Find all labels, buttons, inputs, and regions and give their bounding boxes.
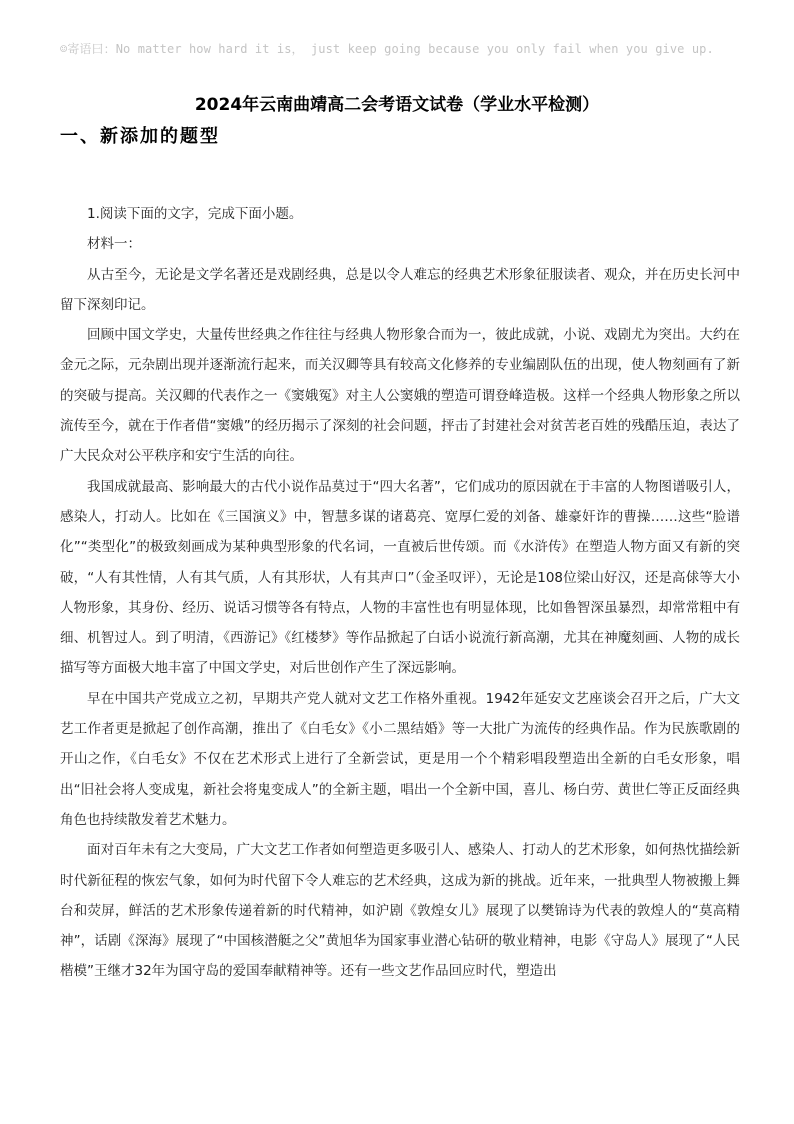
question-content bbox=[60, 199, 740, 987]
question-prompt: 1.阅读下面的文字，完成下面小题。 bbox=[87, 206, 303, 222]
material-label: 材料一： bbox=[87, 236, 141, 253]
passage-paragraph: 面对百年未有之大变局，广大文艺工作者如何塑造更多吸引人、感染人、打动人的艺术形象，如何热忱描绘新时代新征程的恢宏气象，如何为时代留下令人难忘的艺术经典，这成为新的挑战。近年来，一批典型人物被搬上舞台和荧屏，鲜活的艺术形象传递着新的时代精神，如沪剧《敦煌女儿》展现了以樊锦诗为代表的敦煌人的“莫高精神”，话剧《深海》展现了“中国核潜艇之父”黄旭华为国家事业潜心钻研的敬业精神，电影《守岛人》展现了“人民楷模”王继才32年为国守岛的爱国奉献精神等。还有一些文艺作品回应时代，塑造出 bbox=[60, 842, 740, 980]
page-title: 2024年云南曲靖高二会考语文试卷（学业水平检测） bbox=[194, 95, 600, 115]
passage-paragraph: 我国成就最高、影响最大的古代小说作品莫过于“四大名著”，它们成功的原因就在于丰富的人物图谱吸引人，感染人，打动人。比如在《三国演义》中，智慧多谋的诸葛亮、宽厚仁爱的刘备、雄豪奸诈的曹操……这些“脸谱化”“类型化”的极致刻画成为某种典型形象的代名词，一直被后世传颂。而《水浒传》在塑造人物方面又有新的突破，“人有其性情，人有其气质，人有其形状，人有其声口”（金圣叹评），无论是108位梁山好汉，还是高俅等大小人物形象，其身份、经历、说话习惯等各有特点，人物的丰富性也有明显体现，比如鲁智深虽暴烈，却常常粗中有细、机智过人。到了明清，《西游记》《红楼梦》等作品掀起了白话小说流行新高潮，尤其在神魔刻画、人物的成长描写等方面极大地丰富了中国文学史，对后世创作产生了深远影响。 bbox=[60, 478, 740, 677]
watermark-motto: ☺寄语曰：No matter how hard it is， just keep going because you only fail when you give up. bbox=[60, 42, 714, 56]
passage-paragraph: 从古至今，无论是文学名著还是戏剧经典，总是以令人难忘的经典艺术形象征服读者、观众，并在历史长河中留下深刻印记。 bbox=[60, 266, 740, 313]
section-heading: 一、新添加的题型 bbox=[60, 126, 220, 147]
passage-paragraph: 早在中国共产党成立之初，早期共产党人就对文艺工作格外重视。1942年延安文艺座谈会召开之后，广大文艺工作者更是掀起了创作高潮，推出了《白毛女》《小二黑结婚》等一大批广为流传的经典作品。作为民族歌剧的开山之作，《白毛女》不仅在艺术形式上进行了全新尝试，更是用一个个精彩唱段塑造出全新的白毛女形象，唱出“旧社会将人变成鬼，新社会将鬼变成人”的全新主题，唱出一个全新中国，喜儿、杨白劳、黄世仁等正反面经典角色也持续散发着艺术魅力。 bbox=[60, 690, 740, 828]
passage-paragraph: 回顾中国文学史，大量传世经典之作往往与经典人物形象合而为一，彼此成就，小说、戏剧尤为突出。大约在金元之际，元杂剧出现并逐渐流行起来，而关汉卿等具有较高文化修养的专业编剧队伍的出现，使人物刻画有了新的突破与提高。关汉卿的代表作之一《窦娥冤》对主人公窦娥的塑造可谓登峰造极。这样一个经典人物形象之所以流传至今，就在于作者借“窦娥”的经历揭示了深刻的社会问题，抨击了封建社会对贫苦老百姓的残酷压迫，表达了广大民众对公平秩序和安宁生活的向往。 bbox=[60, 327, 740, 465]
